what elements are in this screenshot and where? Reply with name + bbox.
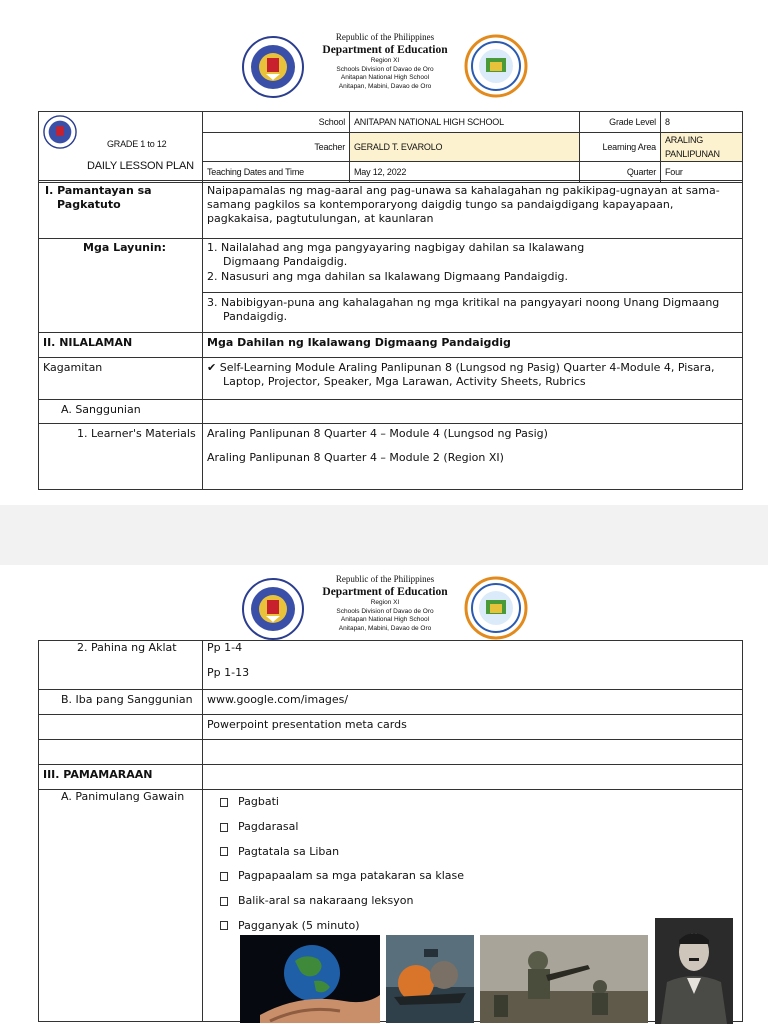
learning-area-value: ARALING PANLIPUNAN	[661, 133, 743, 162]
letterhead-1	[0, 32, 768, 102]
republic-text: Republic of the Philippines	[335, 574, 435, 584]
learners-label: 1. Learner's Materials	[39, 424, 203, 490]
list-item: Pagtatala sa Liban	[203, 839, 742, 864]
header-logo-cell	[39, 112, 203, 183]
address-text: Anitapan, Mabini, Davao de Oro	[338, 624, 432, 632]
dlp-content-table-1	[38, 180, 743, 490]
school-text: Anitapan National High School	[340, 74, 430, 81]
blank-cell-a	[39, 740, 203, 765]
checkbox-icon	[220, 921, 228, 930]
pamantayan-label: I. Pamantayan sa Pagkatuto	[39, 181, 203, 239]
pahina-values	[203, 641, 743, 690]
republic-text: Republic of the Philippines	[335, 32, 435, 42]
school-text: Anitapan National High School	[340, 616, 430, 623]
layunin-label: Mga Layunin:	[39, 239, 203, 333]
plan-title: DAILY LESSON PLAN	[87, 160, 194, 172]
school-label: School	[203, 112, 350, 133]
layunin-row-3	[203, 293, 743, 333]
teacher-value: GERALD T. EVAROLO	[350, 133, 580, 162]
address-text: Anitapan, Mabini, Davao de Oro	[338, 82, 432, 90]
layunin-list	[203, 239, 743, 293]
kagamitan-item: ✔ Self-Learning Module Araling Panlipunan 8 (Lungsod ng Pasig) Quarter 4-Module 4, Pisara, Laptop, Projector, Speaker, Mga Larawan, Activity Sheets, Rubrics	[207, 361, 715, 388]
nilalaman-text: Mga Dahilan ng Ikalawang Digmaang Pandaigdig	[203, 333, 743, 358]
military-officer-portrait-image	[655, 918, 733, 1024]
layunin-item-3: 3. Nabibigyan-puna ang kahalagahan ng mga kritikal na pangyayari noong Unang Digmaang Pandaigdig.	[207, 296, 720, 323]
quarter-label: Quarter	[580, 162, 661, 183]
dates-value: May 12, 2022	[350, 162, 580, 183]
pahina-label: 2. Pahina ng Aklat	[39, 641, 203, 690]
school-value: ANITAPAN NATIONAL HIGH SCHOOL	[350, 112, 580, 133]
school-seal-icon	[464, 576, 528, 640]
checkbox-icon	[220, 823, 228, 832]
iba-empty	[39, 715, 203, 740]
layunin-item-2: 2. Nasusuri ang mga dahilan sa Ikalawang Digmaang Pandaigdig.	[207, 270, 568, 283]
division-text: Schools Division of Davao de Oro	[336, 607, 434, 615]
panimula-label: A. Panimulang Gawain	[39, 790, 203, 1022]
nilalaman-label: II. NILALAMAN	[39, 333, 203, 358]
battleship-explosion-image	[386, 935, 474, 1023]
pamamaraan-label: III. PAMAMARAAN	[39, 765, 203, 790]
dlp-header-table	[38, 111, 743, 183]
grade-level-value: 8	[661, 112, 743, 133]
list-item: Pagbati	[203, 790, 742, 815]
list-item: Pagganyak (5 minuto)	[203, 913, 742, 938]
region-text: Region XI	[370, 57, 400, 64]
school-seal-icon	[464, 34, 528, 98]
layunin-item-1: 1. Nailalahad ang mga pangyayaring nagbigay dahilan sa Ikalawang Digmaang Pandaigdig.	[207, 241, 585, 268]
region-text: Region XI	[370, 599, 400, 606]
pahina-item-1: Pp 1-4	[207, 641, 243, 654]
quarter-value: Four	[661, 162, 743, 183]
learners-values	[203, 424, 743, 490]
learners-item-2: Araling Panlipunan 8 Quarter 4 – Module 2 (Region XI)	[207, 451, 504, 464]
division-text: Schools Division of Davao de Oro	[336, 65, 434, 73]
teacher-label: Teacher	[203, 133, 350, 162]
dates-label: Teaching Dates and Time	[203, 162, 350, 183]
letterhead-2	[0, 574, 768, 644]
learning-area-label: Learning Area	[580, 133, 661, 162]
sanggunian-label: A. Sanggunian	[39, 400, 203, 424]
grade-level-label: Grade Level	[580, 112, 661, 133]
iba-label: B. Iba pang Sanggunian	[39, 690, 203, 715]
checkbox-icon	[220, 847, 228, 856]
department-text: Department of Education	[322, 44, 448, 56]
pamantayan-text: Naipapamalas ng mag-aaral ang pag-unawa sa kahalagahan ng pakikipag-ugnayan at sama-samang pagkilos sa kontemporaryong daigdig tungo sa pandaigdigang kapayapaan, pagkakaisa, pagtutulungan, at kaunlaran	[203, 181, 743, 239]
iba-item-1: www.google.com/images/	[203, 690, 743, 715]
checkbox-icon	[220, 872, 228, 881]
deped-seal-small-icon	[43, 115, 77, 149]
grade-text: GRADE 1 to 12	[107, 139, 167, 149]
iba-item-2: Powerpoint presentation meta cards	[203, 715, 743, 740]
checkbox-icon	[220, 798, 228, 807]
department-text: Department of Education	[322, 586, 448, 598]
soldiers-battle-image	[480, 935, 648, 1023]
blank-cell-b	[203, 740, 743, 765]
kagamitan-label: Kagamitan	[39, 358, 203, 400]
kagamitan-text	[203, 358, 743, 400]
globe-in-hand-image	[240, 935, 380, 1023]
checkbox-icon	[220, 897, 228, 906]
sanggunian-empty	[203, 400, 743, 424]
learners-item-1: Araling Panlipunan 8 Quarter 4 – Module 4 (Lungsod ng Pasig)	[207, 427, 548, 440]
page-gap	[0, 505, 768, 565]
deped-seal-icon	[242, 36, 304, 98]
list-item: Balik-aral sa nakaraang leksyon	[203, 889, 742, 914]
pamamaraan-empty	[203, 765, 743, 790]
deped-seal-icon	[242, 578, 304, 640]
list-item: Pagdarasal	[203, 815, 742, 840]
list-item: Pagpapaalam sa mga patakaran sa klase	[203, 864, 742, 889]
pahina-item-2: Pp 1-13	[207, 666, 250, 679]
